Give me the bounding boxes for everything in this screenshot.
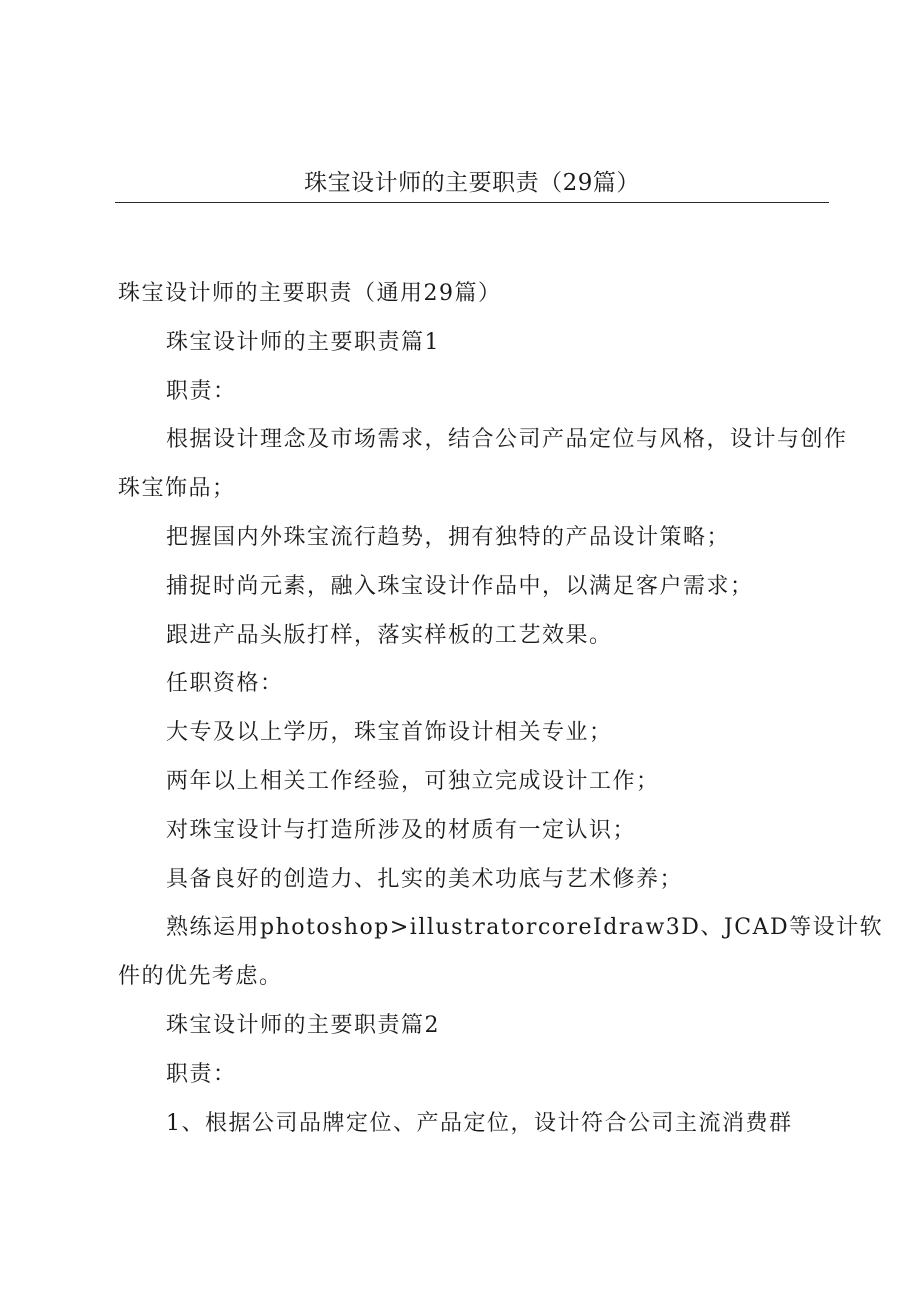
text-line: 珠宝设计师的主要职责（通用29篇） [118,281,502,306]
text-line: 珠宝设计师的主要职责篇1 [166,329,440,355]
text-line: 职责： [166,1061,237,1087]
title-divider [115,202,829,203]
text-line: 根据设计理念及市场需求，结合公司产品定位与风格，设计与创作 [166,427,848,453]
text-line: 珠宝设计师的主要职责篇2 [166,1012,440,1038]
text-line: 捕捉时尚元素，融入珠宝设计作品中，以满足客户需求； [166,573,754,599]
text-line: 件的优先考虑。 [118,964,283,990]
text-line: 大专及以上学历，珠宝首饰设计相关专业； [166,720,613,746]
text-line: 把握国内外珠宝流行趋势，拥有独特的产品设计策略； [166,524,731,550]
text-line: 对珠宝设计与打造所涉及的材质有一定认识； [166,817,637,843]
text-line: 具备良好的创造力、扎实的美术功底与艺术修养； [166,866,684,892]
text-line: 职责： [166,378,237,404]
text-line: 跟进产品头版打样，落实样板的工艺效果。 [166,622,613,648]
document-body [118,270,884,1148]
text-line: 两年以上相关工作经验，可独立完成设计工作； [166,768,660,794]
text-line: 任职资格： [166,671,284,697]
text-line: 珠宝饰品； [118,476,236,502]
text-line: 熟练运用photoshop>illustratorcoreIdraw3D、JCAD等设计软 [166,915,884,941]
text-line: 1、根据公司品牌定位、产品定位，设计符合公司主流消费群 [166,1110,793,1136]
document-title: 珠宝设计师的主要职责（29篇） [304,170,640,196]
